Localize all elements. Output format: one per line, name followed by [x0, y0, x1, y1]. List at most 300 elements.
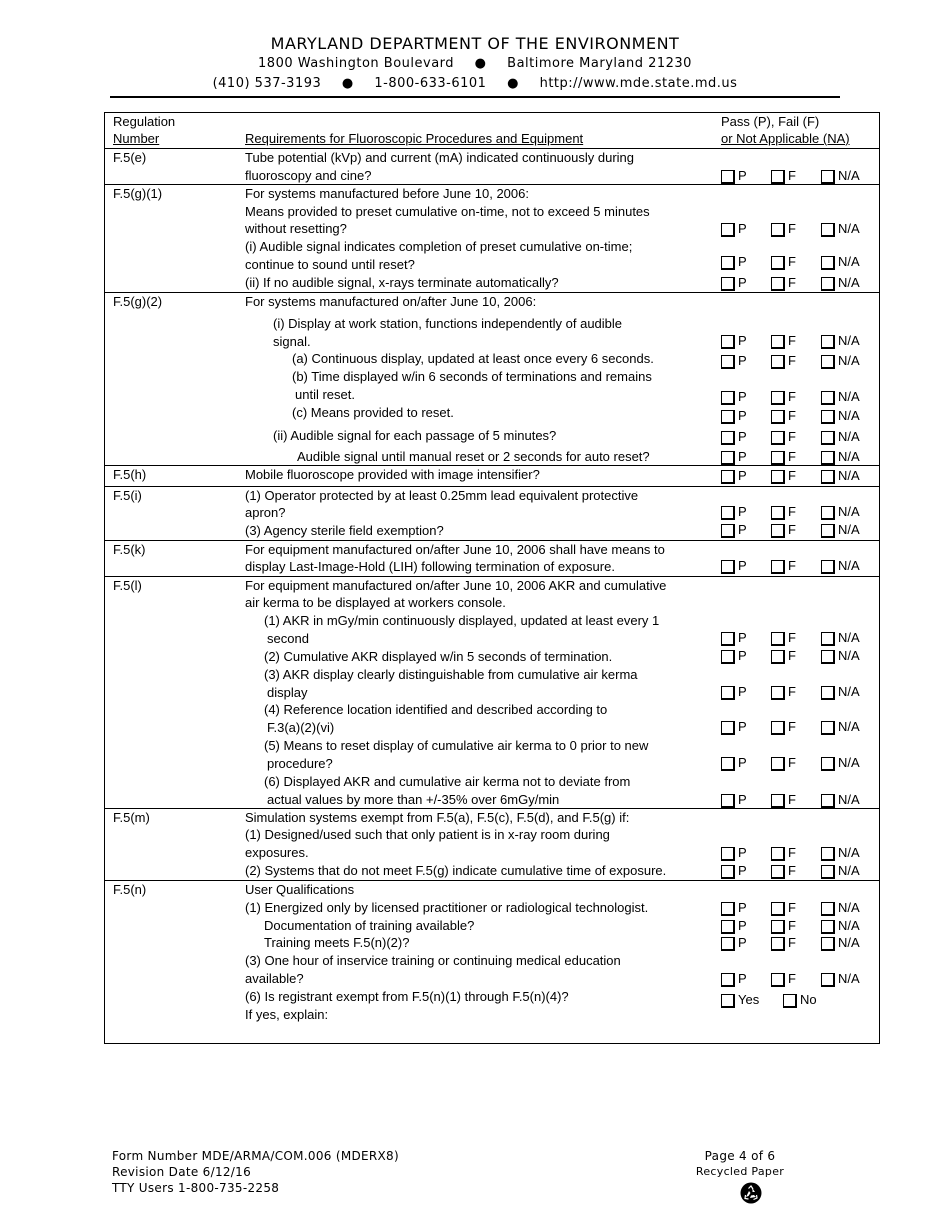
checkbox-na[interactable] [821, 170, 835, 184]
requirement-text: Mobile fluoroscope provided with image intensifier? [245, 467, 540, 482]
checkbox-p[interactable] [721, 632, 735, 646]
option-na[interactable] [821, 332, 860, 350]
f-label: F [788, 408, 796, 423]
website-link[interactable]: http://www.mde.state.md.us [539, 76, 738, 91]
p-label: P [738, 389, 747, 404]
bullet-separator: ● [474, 56, 487, 71]
checkbox-f[interactable] [771, 920, 785, 934]
na-label: N/A [838, 254, 860, 269]
requirement-text: Documentation of training available? [264, 918, 475, 933]
option-na[interactable] [821, 647, 860, 665]
p-label: P [738, 755, 747, 770]
checkbox-f[interactable] [771, 937, 785, 951]
f-label: F [788, 468, 796, 483]
option-na[interactable] [821, 448, 860, 466]
option-f[interactable] [771, 844, 796, 862]
checkbox-p[interactable] [721, 506, 735, 520]
checkbox-f[interactable] [771, 431, 785, 445]
option-f[interactable] [771, 521, 796, 539]
option-na[interactable] [821, 467, 860, 485]
bullet-separator: ● [507, 76, 519, 91]
regulation-number: F.5(m) [113, 810, 150, 825]
checkbox-na[interactable] [821, 721, 835, 735]
option-f[interactable] [771, 862, 796, 880]
p-label: P [738, 863, 747, 878]
option-p[interactable] [721, 917, 747, 935]
requirement-text: until reset. [295, 387, 355, 402]
checkbox-f[interactable] [771, 335, 785, 349]
p-label: P [738, 449, 747, 464]
checkbox-na[interactable] [821, 757, 835, 771]
requirement-text: (5) Means to reset display of cumulative air kerma to 0 prior to new [264, 738, 649, 753]
option-na[interactable] [821, 503, 860, 521]
checkbox-p[interactable] [721, 847, 735, 861]
requirement-text: without resetting? [245, 221, 347, 236]
regulation-number: F.5(h) [113, 467, 147, 482]
checkbox-f[interactable] [771, 451, 785, 465]
option-na[interactable] [821, 718, 860, 736]
no-label: No [800, 992, 817, 1007]
f-label: F [788, 719, 796, 734]
agency-name: MARYLAND DEPARTMENT OF THE ENVIRONMENT [270, 34, 680, 53]
na-label: N/A [838, 630, 860, 645]
option-na[interactable] [821, 407, 860, 425]
checkbox-na[interactable] [821, 560, 835, 574]
checkbox-f[interactable] [771, 277, 785, 291]
checkbox-f[interactable] [771, 794, 785, 808]
option-na[interactable] [821, 862, 860, 880]
na-label: N/A [838, 845, 860, 860]
option-na[interactable] [821, 754, 860, 772]
f-label: F [788, 971, 796, 986]
checkbox-f[interactable] [771, 865, 785, 879]
option-p[interactable] [721, 683, 747, 701]
option-na[interactable] [821, 844, 860, 862]
requirement-text: (i) Display at work station, functions independently of audible [273, 316, 623, 331]
requirement-text: Tube potential (kVp) and current (mA) indicated continuously during [245, 150, 635, 165]
requirement-text: Audible signal until manual reset or 2 seconds for auto reset? [297, 449, 650, 464]
checkbox-p[interactable] [721, 470, 735, 484]
p-label: P [738, 333, 747, 348]
f-label: F [788, 684, 796, 699]
requirement-text: signal. [273, 334, 311, 349]
option-p[interactable] [721, 970, 747, 988]
f-label: F [788, 648, 796, 663]
p-label: P [738, 719, 747, 734]
checkbox-p[interactable] [721, 223, 735, 237]
recycled-paper-label: Recycled Paper [695, 1165, 785, 1178]
na-label: N/A [838, 449, 860, 464]
checkbox-na[interactable] [821, 847, 835, 861]
requirement-text: (6) Displayed AKR and cumulative air kerma not to deviate from [264, 774, 631, 789]
option-f[interactable] [771, 557, 796, 575]
option-na[interactable] [821, 683, 860, 701]
checkbox-p[interactable] [721, 902, 735, 916]
f-label: F [788, 792, 796, 807]
p-label: P [738, 522, 747, 537]
f-label: F [788, 900, 796, 915]
checkbox-f[interactable] [771, 650, 785, 664]
checkbox-f[interactable] [771, 170, 785, 184]
option-p[interactable] [721, 428, 747, 446]
checkbox-p[interactable] [721, 277, 735, 291]
p-label: P [738, 900, 747, 915]
requirement-text: For systems manufactured on/after June 10, 2006: [245, 294, 537, 309]
checkbox-f[interactable] [771, 973, 785, 987]
checkbox-na[interactable] [821, 902, 835, 916]
regulation-number: F.5(k) [113, 542, 146, 557]
street-address: 1800 Washington Boulevard [258, 56, 455, 71]
requirement-text: (b) Time displayed w/in 6 seconds of terminations and remains [292, 369, 652, 384]
tollfree-number: 1-800-633-6101 [374, 76, 487, 91]
checkbox-p[interactable] [721, 686, 735, 700]
checkbox-p[interactable] [721, 973, 735, 987]
requirement-text: Training meets F.5(n)(2)? [264, 935, 410, 950]
na-label: N/A [838, 900, 860, 915]
checkbox-p[interactable] [721, 865, 735, 879]
na-label: N/A [838, 468, 860, 483]
checkbox-na[interactable] [821, 223, 835, 237]
option-na[interactable] [821, 970, 860, 988]
checkbox-na[interactable] [821, 470, 835, 484]
col-header-result: Pass (P), Fail (F) [721, 114, 820, 129]
option-f[interactable] [771, 220, 796, 238]
option-p[interactable] [721, 899, 747, 917]
na-label: N/A [838, 389, 860, 404]
option-na[interactable] [821, 167, 860, 185]
regulation-number: F.5(i) [113, 488, 142, 503]
phone-number: (410) 537-3193 [212, 76, 322, 91]
option-f[interactable] [771, 503, 796, 521]
requirement-text: (1) Operator protected by at least 0.25mm lead equivalent protective [245, 488, 639, 503]
checkbox-na[interactable] [821, 506, 835, 520]
option-na[interactable] [821, 220, 860, 238]
f-label: F [788, 755, 796, 770]
option-p[interactable] [721, 754, 747, 772]
option-f[interactable] [771, 791, 796, 809]
na-label: N/A [838, 522, 860, 537]
checkbox-f[interactable] [771, 757, 785, 771]
option-p[interactable] [721, 718, 747, 736]
checkbox-na[interactable] [821, 431, 835, 445]
option-na[interactable] [821, 428, 860, 446]
exempt-yes[interactable] [721, 991, 759, 1009]
exempt-no[interactable] [783, 991, 817, 1009]
regulation-number: F.5(e) [113, 150, 147, 165]
recycle-icon [740, 1182, 762, 1204]
option-p[interactable] [721, 388, 747, 406]
tty-number: TTY Users 1-800-735-2258 [112, 1181, 280, 1195]
regulation-number: F.5(n) [113, 882, 147, 897]
option-f[interactable] [771, 428, 796, 446]
requirement-text: fluoroscopy and cine? [245, 168, 372, 183]
option-p[interactable] [721, 407, 747, 425]
option-p[interactable] [721, 332, 747, 350]
option-p[interactable] [721, 862, 747, 880]
yes-label: Yes [738, 992, 760, 1007]
checkbox-f[interactable] [771, 902, 785, 916]
checkbox-yes[interactable] [721, 994, 735, 1008]
option-p[interactable] [721, 647, 747, 665]
requirement-text: F.3(a)(2)(vi) [267, 720, 335, 735]
checkbox-p[interactable] [721, 937, 735, 951]
f-label: F [788, 449, 796, 464]
option-f[interactable] [771, 332, 796, 350]
option-na[interactable] [821, 557, 860, 575]
option-p[interactable] [721, 844, 747, 862]
na-label: N/A [838, 504, 860, 519]
checkbox-p[interactable] [721, 256, 735, 270]
f-label: F [788, 221, 796, 236]
f-label: F [788, 353, 796, 368]
p-label: P [738, 221, 747, 236]
option-f[interactable] [771, 647, 796, 665]
checkbox-na[interactable] [821, 973, 835, 987]
checkbox-p[interactable] [721, 335, 735, 349]
p-label: P [738, 429, 747, 444]
requirement-text: display [267, 685, 308, 700]
option-f[interactable] [771, 754, 796, 772]
option-f[interactable] [771, 388, 796, 406]
regulation-number: F.5(g)(1) [113, 186, 163, 201]
regulation-number: F.5(g)(2) [113, 294, 163, 309]
option-f[interactable] [771, 467, 796, 485]
na-label: N/A [838, 558, 860, 573]
requirement-text: For systems manufactured before June 10, 2006: [245, 186, 529, 201]
f-label: F [788, 254, 796, 269]
na-label: N/A [838, 221, 860, 236]
requirement-text: (3) Agency sterile field exemption? [245, 523, 444, 538]
option-p[interactable] [721, 167, 747, 185]
requirement-text: (2) Systems that do not meet F.5(g) indicate cumulative time of exposure. [245, 863, 667, 878]
option-p[interactable] [721, 934, 747, 952]
option-na[interactable] [821, 629, 860, 647]
na-label: N/A [838, 684, 860, 699]
checkbox-f[interactable] [771, 391, 785, 405]
checkbox-p[interactable] [721, 524, 735, 538]
p-label: P [738, 684, 747, 699]
option-f[interactable] [771, 899, 796, 917]
option-na[interactable] [821, 352, 860, 370]
checkbox-p[interactable] [721, 650, 735, 664]
checkbox-p[interactable] [721, 410, 735, 424]
option-f[interactable] [771, 448, 796, 466]
option-p[interactable] [721, 448, 747, 466]
option-f[interactable] [771, 253, 796, 271]
checkbox-na[interactable] [821, 794, 835, 808]
p-label: P [738, 792, 747, 807]
na-label: N/A [838, 935, 860, 950]
option-na[interactable] [821, 388, 860, 406]
option-na[interactable] [821, 934, 860, 952]
checkbox-p[interactable] [721, 451, 735, 465]
checkbox-p[interactable] [721, 355, 735, 369]
requirement-text: (3) One hour of inservice training or continuing medical education [245, 953, 621, 968]
checkbox-f[interactable] [771, 506, 785, 520]
p-label: P [738, 504, 747, 519]
requirement-text: display Last-Image-Hold (LIH) following termination of exposure. [245, 559, 615, 574]
f-label: F [788, 168, 796, 183]
checkbox-na[interactable] [821, 632, 835, 646]
option-na[interactable] [821, 917, 860, 935]
option-na[interactable] [821, 274, 860, 292]
na-label: N/A [838, 168, 860, 183]
option-p[interactable] [721, 557, 747, 575]
option-p[interactable] [721, 352, 747, 370]
checkbox-f[interactable] [771, 686, 785, 700]
f-label: F [788, 863, 796, 878]
checkbox-na[interactable] [821, 650, 835, 664]
na-label: N/A [838, 275, 860, 290]
requirement-text: second [267, 631, 309, 646]
f-label: F [788, 845, 796, 860]
p-label: P [738, 254, 747, 269]
p-label: P [738, 971, 747, 986]
city-address: Baltimore Maryland 21230 [507, 56, 692, 71]
na-label: N/A [838, 918, 860, 933]
option-p[interactable] [721, 503, 747, 521]
option-f[interactable] [771, 352, 796, 370]
checkbox-na[interactable] [821, 524, 835, 538]
option-f[interactable] [771, 934, 796, 952]
checkbox-no[interactable] [783, 994, 797, 1008]
checkbox-f[interactable] [771, 721, 785, 735]
f-label: F [788, 918, 796, 933]
checkbox-f[interactable] [771, 524, 785, 538]
option-p[interactable] [721, 220, 747, 238]
checkbox-f[interactable] [771, 256, 785, 270]
checkbox-p[interactable] [721, 560, 735, 574]
checkbox-p[interactable] [721, 920, 735, 934]
requirement-text: (1) Designed/used such that only patient is in x-ray room during [245, 827, 610, 842]
checkbox-na[interactable] [821, 256, 835, 270]
checkbox-p[interactable] [721, 721, 735, 735]
checkbox-na[interactable] [821, 277, 835, 291]
checkbox-p[interactable] [721, 431, 735, 445]
checkbox-f[interactable] [771, 355, 785, 369]
option-f[interactable] [771, 683, 796, 701]
f-label: F [788, 333, 796, 348]
f-label: F [788, 275, 796, 290]
requirement-text: (3) AKR display clearly distinguishable from cumulative air kerma [264, 667, 638, 682]
option-p[interactable] [721, 253, 747, 271]
requirement-text: actual values by more than +/-35% over 6mGy/min [267, 792, 560, 807]
option-p[interactable] [721, 521, 747, 539]
checkbox-f[interactable] [771, 560, 785, 574]
header-rule [110, 96, 840, 98]
p-label: P [738, 468, 747, 483]
checkbox-p[interactable] [721, 794, 735, 808]
requirement-text: (ii) Audible signal for each passage of 5 minutes? [273, 428, 557, 443]
p-label: P [738, 408, 747, 423]
checkbox-f[interactable] [771, 847, 785, 861]
row-divider [105, 880, 879, 881]
checkbox-na[interactable] [821, 686, 835, 700]
option-na[interactable] [821, 521, 860, 539]
p-label: P [738, 353, 747, 368]
checkbox-na[interactable] [821, 865, 835, 879]
option-f[interactable] [771, 970, 796, 988]
requirement-text: If yes, explain: [245, 1007, 329, 1022]
na-label: N/A [838, 429, 860, 444]
requirement-text: Means provided to preset cumulative on-time, not to exceed 5 minutes [245, 204, 650, 219]
requirement-text: continue to sound until reset? [245, 257, 415, 272]
col-header-result-na: or Not Applicable (NA) [721, 131, 850, 146]
form-number: Form Number MDE/ARMA/COM.006 (MDERX8) [112, 1149, 399, 1163]
requirement-text: Simulation systems exempt from F.5(a), F.5(c), F.5(d), and F.5(g) if: [245, 810, 630, 825]
bullet-separator: ● [341, 76, 354, 91]
na-label: N/A [838, 353, 860, 368]
agency-contact [110, 76, 840, 91]
option-p[interactable] [721, 791, 747, 809]
requirement-text: air kerma to be displayed at workers console. [245, 595, 506, 610]
option-f[interactable] [771, 917, 796, 935]
checkbox-f[interactable] [771, 470, 785, 484]
checkbox-na[interactable] [821, 920, 835, 934]
revision-date: Revision Date 6/12/16 [112, 1165, 252, 1179]
f-label: F [788, 389, 796, 404]
f-label: F [788, 522, 796, 537]
na-label: N/A [838, 648, 860, 663]
na-label: N/A [838, 719, 860, 734]
option-f[interactable] [771, 407, 796, 425]
option-na[interactable] [821, 253, 860, 271]
fluoroscopy-checklist [104, 112, 880, 1044]
option-p[interactable] [721, 467, 747, 485]
requirement-text: (2) Cumulative AKR displayed w/in 5 seconds of termination. [264, 649, 613, 664]
option-p[interactable] [721, 629, 747, 647]
requirement-text: exposures. [245, 845, 309, 860]
col-header-regulation: Regulation [113, 114, 176, 129]
page-number: Page 4 of 6 [704, 1149, 776, 1163]
option-f[interactable] [771, 718, 796, 736]
checkbox-na[interactable] [821, 937, 835, 951]
checkbox-f[interactable] [771, 410, 785, 424]
option-na[interactable] [821, 791, 860, 809]
checkbox-na[interactable] [821, 355, 835, 369]
agency-address [110, 56, 840, 71]
option-f[interactable] [771, 274, 796, 292]
option-p[interactable] [721, 274, 747, 292]
checkbox-p[interactable] [721, 391, 735, 405]
checkbox-f[interactable] [771, 632, 785, 646]
checkbox-f[interactable] [771, 223, 785, 237]
f-label: F [788, 630, 796, 645]
requirement-text: apron? [245, 505, 286, 520]
p-label: P [738, 630, 747, 645]
checkbox-na[interactable] [821, 391, 835, 405]
option-na[interactable] [821, 899, 860, 917]
option-f[interactable] [771, 629, 796, 647]
checkbox-na[interactable] [821, 451, 835, 465]
p-label: P [738, 845, 747, 860]
checkbox-p[interactable] [721, 757, 735, 771]
na-label: N/A [838, 333, 860, 348]
requirement-text: For equipment manufactured on/after June 10, 2006 AKR and cumulative [245, 578, 667, 593]
na-label: N/A [838, 971, 860, 986]
requirement-text: available? [245, 971, 304, 986]
col-header-number: Number [113, 131, 160, 146]
na-label: N/A [838, 408, 860, 423]
p-label: P [738, 648, 747, 663]
p-label: P [738, 558, 747, 573]
checkbox-p[interactable] [721, 170, 735, 184]
option-f[interactable] [771, 167, 796, 185]
checkbox-na[interactable] [821, 335, 835, 349]
requirement-text: (6) Is registrant exempt from F.5(n)(1) through F.5(n)(4)? [245, 989, 569, 1004]
checkbox-na[interactable] [821, 410, 835, 424]
requirement-text: For equipment manufactured on/after June 10, 2006 shall have means to [245, 542, 665, 557]
